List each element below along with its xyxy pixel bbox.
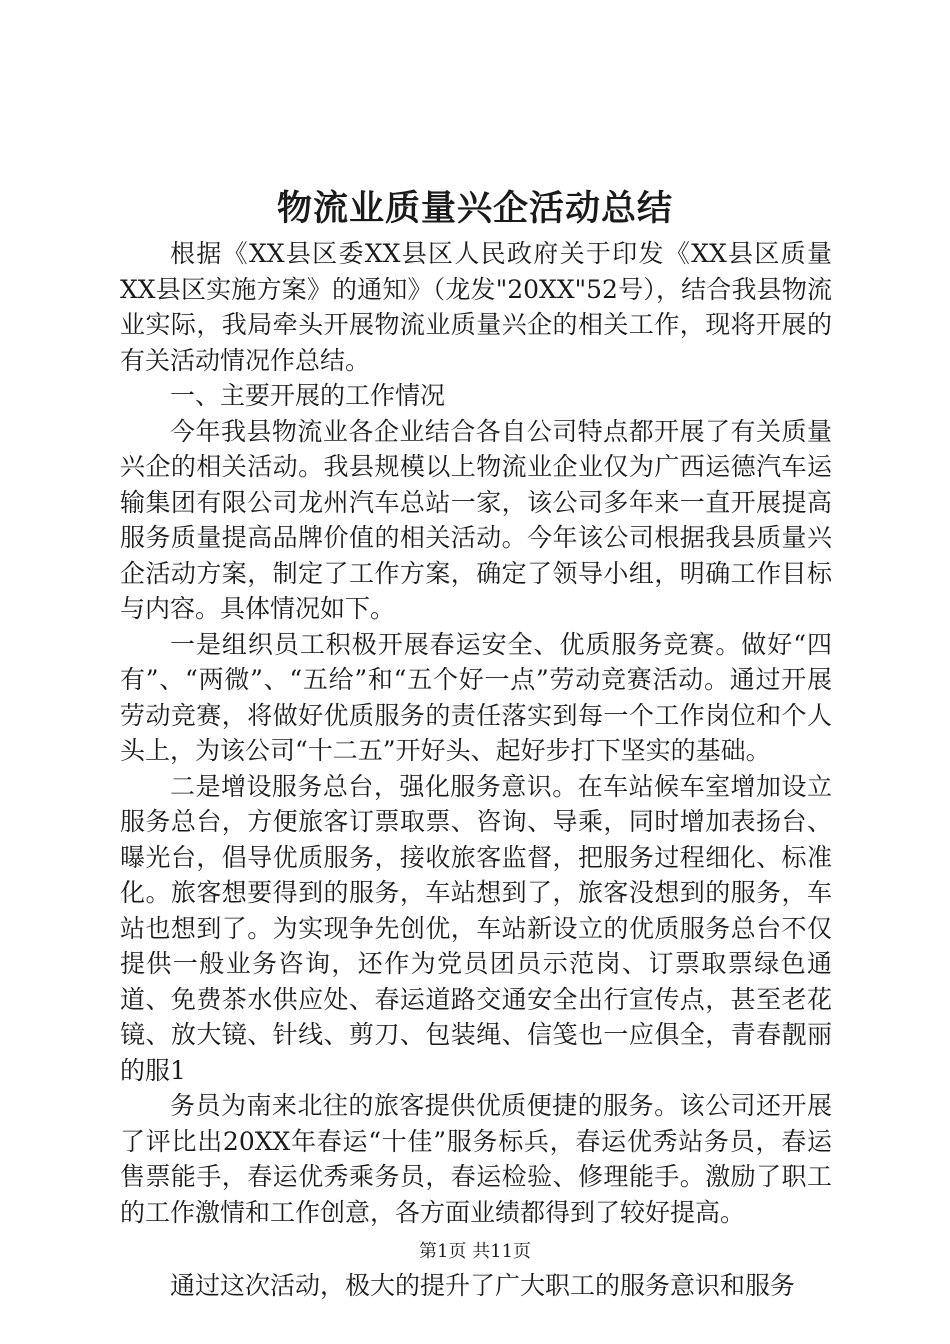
- paragraph-conclusion: 通过这次活动，极大的提升了广大职工的服务意识和服务: [170, 1271, 796, 1300]
- paragraph-item-two: 二是增设服务总台，强化服务意识。在车站候车室增加设立服务总台，方便旅客订票取票、咨询、导乘，同时增加表扬台、曝光台，倡导优质服务，接收旅客监督，把服务过程细化、标准化。旅客想要得到的服务，车站想到了，旅客没想到的服务，车站也想到了。为实现争先创优，车站新设立的优质服务总台不仅提供一般业务咨询，还作为党员团员示范岗、订票取票绿色通道、免费茶水供应处、春运道路交通安全出行宣传点，甚至老花镜、放大镜、针线、剪刀、包装绳、信笺也一应俱全，青春靓丽的服1: [120, 771, 832, 1085]
- document-title: 物流业质量兴企活动总结: [276, 188, 673, 229]
- paragraph-item-one: 一是组织员工积极开展春运安全、优质服务竞赛。做好“四有”、“两微”、“五给”和“五个好一点”劳动竞赛活动。通过开展劳动竞赛，将做好优质服务的责任落实到每一个工作岗位和个人头上，为该公司“十二五”开好头、起好步打下坚实的基础。: [120, 629, 832, 765]
- section-heading: 一、主要开展的工作情况: [170, 381, 446, 410]
- paragraph-overview: 今年我县物流业各企业结合各自公司特点都开展了有关质量兴企的相关活动。我县规模以上物流业企业仅为广西运德汽车运输集团有限公司龙州汽车总站一家，该公司多年来一直开展提高服务质量提高品牌价值的相关活动。今年该公司根据我县质量兴企活动方案，制定了工作方案，确定了领导小组，明确工作目标与内容。具体情况如下。: [120, 416, 832, 623]
- document-body: [120, 236, 832, 1304]
- paragraph-continuation: 务员为南来北往的旅客提供优质便捷的服务。该公司还开展了评比出20XX年春运“十佳”服务标兵，春运优秀站务员，春运售票能手，春运优秀乘务员，春运检验、修理能手。激励了职工的工作激情和工作创意，各方面业绩都得到了较好提高。: [120, 1091, 832, 1227]
- paragraph-intro: 根据《XX县区委XX县区人民政府关于印发《XX县区质量XX县区实施方案》的通知》（龙发"20XX"52号），结合我县物流业实际，我局牵头开展物流业质量兴企的相关工作，现将开展的有关活动情况作总结。: [120, 239, 832, 375]
- page-number-footer: 第1页 共11页: [418, 1241, 532, 1262]
